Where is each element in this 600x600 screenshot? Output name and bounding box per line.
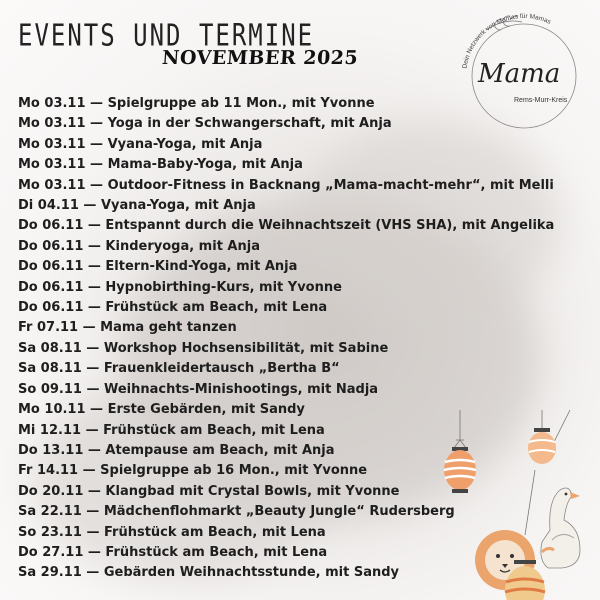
logo-region: Rems-Murr-Kreis: [514, 97, 568, 104]
lantern-icon: [528, 428, 556, 464]
lantern-icon: [444, 440, 476, 493]
list-item: Do 20.11 — Klangbad mit Crystal Bowls, mit Yvonne: [18, 483, 400, 499]
list-item: Mo 03.11 — Mama-Baby-Yoga, mit Anja: [18, 157, 303, 173]
list-item: Sa 29.11 — Gebärden Weihnachtsstunde, mit Sandy: [18, 565, 400, 581]
list-item: So 09.11 — Weihnachts-Minishootings, mit Nadja: [18, 381, 379, 397]
page-subtitle: NOVEMBER 2025: [161, 47, 359, 69]
list-item: Mo 10.11 — Erste Gebärden, mit Sandy: [18, 402, 305, 418]
list-item: Fr 07.11 — Mama geht tanzen: [18, 320, 237, 336]
list-item: Do 13.11 — Atempause am Beach, mit Anja: [18, 442, 335, 458]
goose-icon: [541, 488, 580, 568]
list-item: Fr 14.11 — Spielgruppe ab 16 Mon., mit Yvonne: [18, 463, 368, 479]
list-item: Do 27.11 — Frühstück am Beach, mit Lena: [18, 544, 328, 560]
list-item: Mo 03.11 — Vyana-Yoga, mit Anja: [18, 136, 263, 152]
list-item: Do 06.11 — Kinderyoga, mit Anja: [18, 238, 260, 254]
page-title: EVENTS UND TERMINE: [18, 18, 315, 53]
list-item: Sa 08.11 — Workshop Hochsensibilität, mit Sabine: [18, 340, 389, 356]
lantern-decoration: [430, 410, 600, 600]
list-item: Mo 03.11 — Spielgruppe ab 11 Mon., mit Yvonne: [18, 96, 375, 111]
list-item: Do 06.11 — Eltern-Kind-Yoga, mit Anja: [18, 259, 298, 275]
list-item: Sa 22.11 — Mädchenflohmarkt „Beauty Jungle“ Rudersberg: [18, 504, 455, 520]
list-item: Mo 03.11 — Yoga in der Schwangerschaft, mit Anja: [18, 116, 392, 132]
logo-name: Mama: [478, 59, 561, 89]
list-item: Sa 08.11 — Frauenkleidertausch „Bertha B“: [18, 361, 340, 377]
list-item: Mo 03.11 — Outdoor-Fitness in Backnang „Mama-macht-mehr“, mit Melli: [18, 177, 554, 193]
logo-ring-text: Dein Netzwerk von Mamas für Mamas: [461, 12, 552, 70]
list-item: Mi 12.11 — Frühstück am Beach, mit Lena: [18, 422, 325, 438]
list-item: Di 04.11 — Vyana-Yoga, mit Anja: [18, 198, 256, 214]
list-item: So 23.11 — Frühstück am Beach, mit Lena: [18, 524, 326, 540]
list-item: Do 06.11 — Entspannt durch die Weihnachtszeit (VHS SHA), mit Angelika: [18, 218, 555, 234]
list-item: Do 06.11 — Frühstück am Beach, mit Lena: [18, 300, 328, 316]
list-item: Do 06.11 — Hypnobirthing-Kurs, mit Yvonne: [18, 279, 342, 295]
